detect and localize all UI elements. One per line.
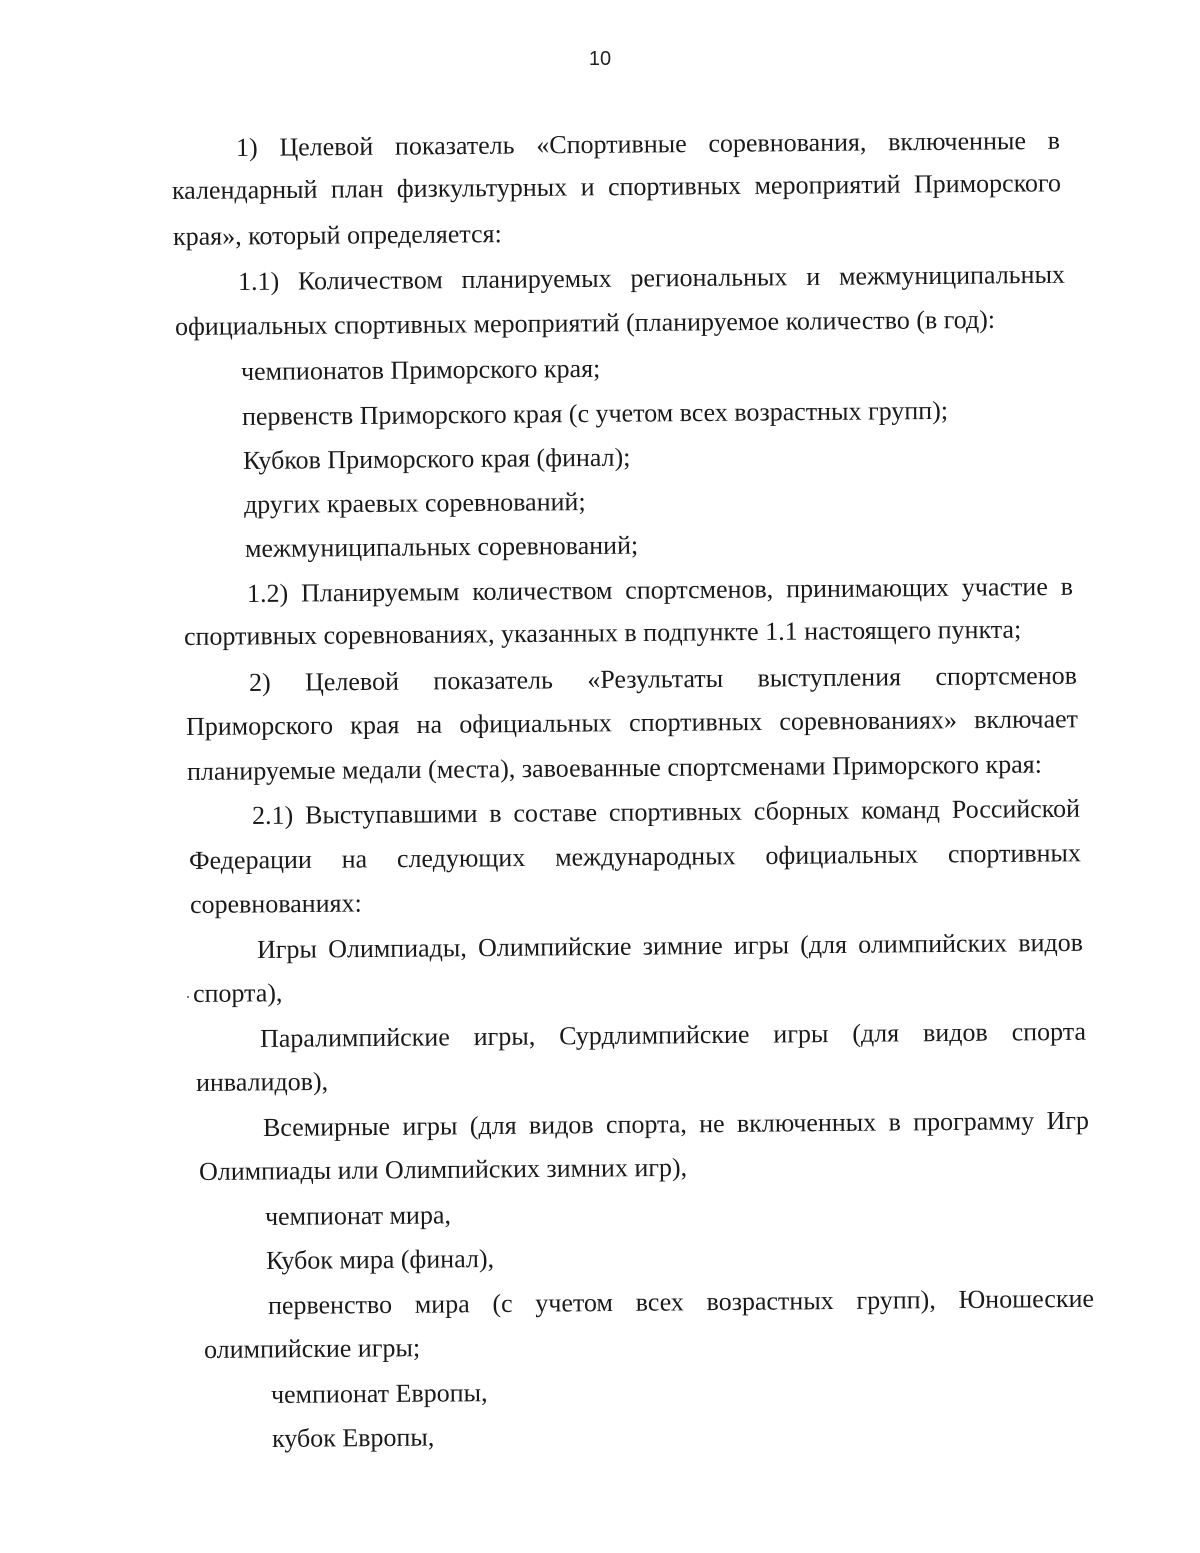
text-line: спорта), <box>192 978 283 1008</box>
text-line: 1.1) Количеством планируемых региональных и межмуниципальных <box>237 259 1066 296</box>
text-line: 1) Целевой показатель «Спортивные соревнования, включенные в <box>235 125 1061 162</box>
page-number: 10 <box>588 48 612 70</box>
text-line: первенств Приморского края (с учетом всех возрастных групп); <box>241 395 949 431</box>
text-line: Кубок мира (финал), <box>265 1244 495 1275</box>
text-line: календарный план физкультурных и спортивных мероприятий Приморского <box>171 168 1062 205</box>
text-line: соревнованиях: <box>189 888 362 919</box>
text-line: 1.2) Планируемым количеством спортсменов, принимающих участие в <box>246 571 1074 608</box>
text-line: 2) Целевой показатель «Результаты выступления спортсменов <box>248 660 1078 697</box>
text-line: Федерации на следующих международных официальных спортивных <box>188 838 1082 875</box>
text-line: Игры Олимпиады, Олимпийские зимние игры (для олимпийских видов <box>256 927 1084 964</box>
scan-speck <box>187 996 189 998</box>
text-line: официальных спортивных мероприятий (планируемое количество (в год): <box>174 304 996 341</box>
text-line: чемпионат Европы, <box>270 1378 488 1409</box>
text-line: Паралимпийские игры, Сурдлимпийские игры (для видов спорта <box>259 1016 1087 1053</box>
text-line: края», который определяется: <box>172 219 502 251</box>
text-line: инвалидов), <box>195 1066 329 1097</box>
text-line: Приморского края на официальных спортивных соревнованиях» включает <box>185 704 1079 741</box>
text-line: других краевых соревнований; <box>243 487 586 519</box>
text-line: планируемые медали (места), завоеванные спортсменами Приморского края: <box>186 749 1043 786</box>
text-line: чемпионатов Приморского края; <box>240 353 601 386</box>
text-line: Кубков Приморского края (финал); <box>242 442 631 475</box>
text-line: кубок Европы, <box>271 1422 435 1453</box>
text-line: спортивных соревнованиях, указанных в подпункте 1.1 настоящего пункта; <box>183 614 1022 651</box>
text-line: Олимпиады или Олимпийских зимних игр), <box>198 1152 688 1186</box>
text-line: 2.1) Выступавшими в составе спортивных сборных команд Российской <box>251 793 1081 830</box>
text-line: олимпийские игры; <box>203 1333 421 1364</box>
text-line: первенство мира (с учетом всех возрастных групп), Юношеские <box>267 1283 1095 1320</box>
text-line: чемпионат мира, <box>264 1200 452 1231</box>
text-line: межмуниципальных соревнований; <box>244 530 639 563</box>
text-line: Всемирные игры (для видов спорта, не включенных в программу Игр <box>262 1105 1090 1142</box>
